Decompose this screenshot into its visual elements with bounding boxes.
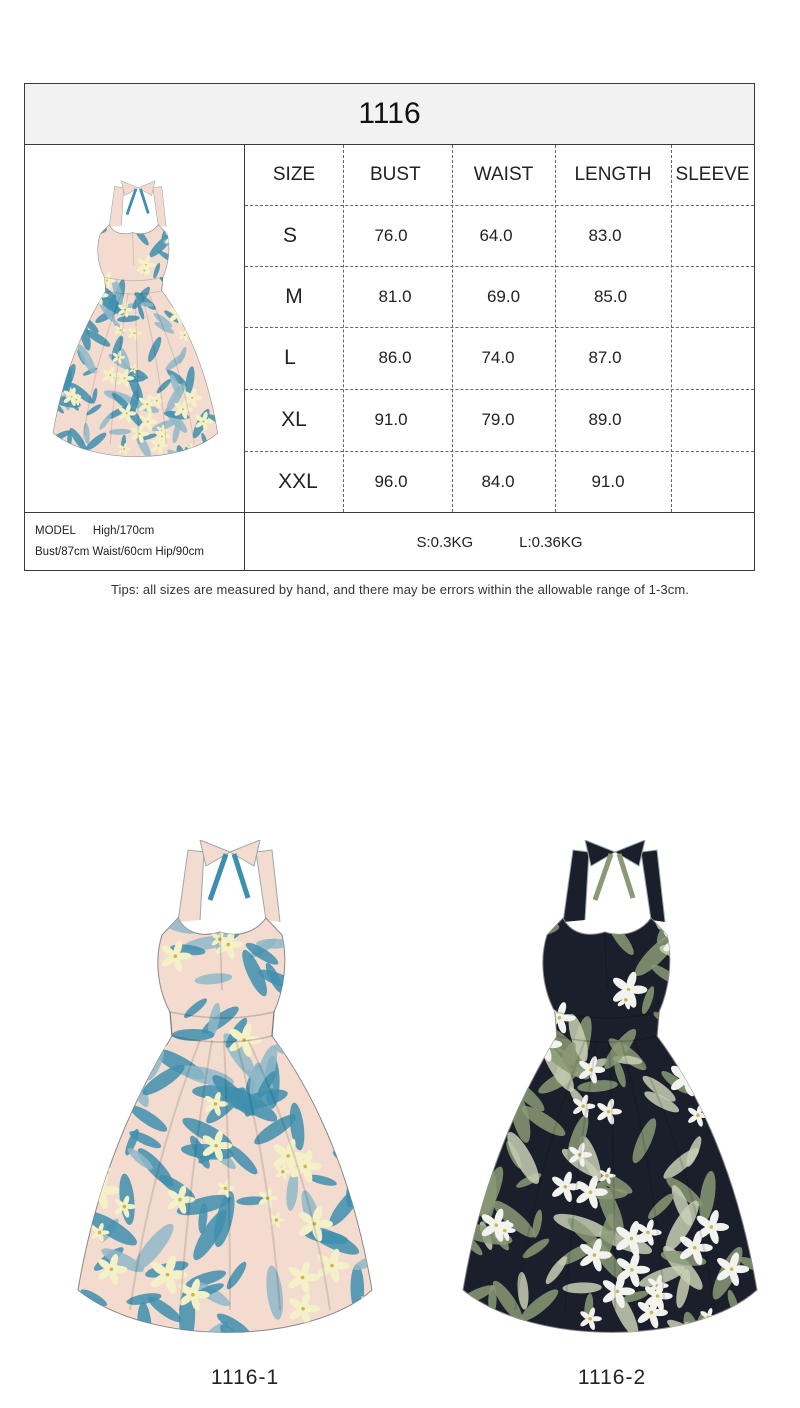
model-label: MODEL bbox=[35, 525, 76, 537]
sleeve-cell bbox=[671, 327, 754, 388]
variant-label-2: 1116-2 bbox=[577, 1366, 647, 1389]
length-cell: 87.0 bbox=[588, 347, 622, 367]
model-body-measurements: Bust/87cm Waist/60cm Hip/90cm bbox=[35, 546, 204, 558]
model-height: High/170cm bbox=[92, 525, 155, 537]
model-measurements bbox=[25, 513, 245, 571]
sleeve-cell bbox=[671, 205, 754, 266]
waist-cell: 79.0 bbox=[481, 409, 515, 429]
length-cell: 89.0 bbox=[588, 409, 622, 429]
weight-large: L:0.36KG bbox=[519, 533, 583, 551]
product-code-title: 1116 bbox=[25, 84, 754, 145]
bust-cell: 96.0 bbox=[374, 471, 408, 491]
dress-thumbnail bbox=[25, 145, 244, 512]
bust-cell: 81.0 bbox=[378, 286, 412, 306]
length-cell: 83.0 bbox=[588, 225, 622, 245]
sleeve-cell bbox=[671, 389, 754, 450]
measurement-tips: Tips: all sizes are measured by hand, and there may be errors within the allowable range of 1-3cm. bbox=[111, 582, 689, 597]
waist-cell: 69.0 bbox=[486, 286, 521, 306]
dress-photo-variant-1 bbox=[60, 840, 390, 1360]
header-bust: BUST bbox=[370, 164, 421, 185]
weight-small: S:0.3KG bbox=[416, 533, 474, 551]
size-cell: XXL bbox=[278, 469, 318, 493]
length-cell: 91.0 bbox=[591, 471, 625, 491]
waist-cell: 64.0 bbox=[479, 225, 513, 245]
variant-label-1: 1116-1 bbox=[210, 1366, 280, 1389]
length-cell: 85.0 bbox=[593, 286, 628, 306]
waist-cell: 84.0 bbox=[481, 471, 515, 491]
model-info-row bbox=[25, 512, 754, 571]
header-waist: WAIST bbox=[473, 164, 534, 185]
size-cell: XL bbox=[281, 407, 307, 431]
header-length: LENGTH bbox=[574, 164, 652, 185]
thumbnail-cell bbox=[25, 145, 245, 512]
size-chart bbox=[24, 83, 755, 571]
size-table bbox=[245, 145, 754, 512]
size-cell: S bbox=[282, 223, 297, 247]
package-weight bbox=[245, 513, 754, 571]
sleeve-cell bbox=[671, 451, 754, 512]
size-cell: M bbox=[285, 284, 303, 308]
header-size: SIZE bbox=[272, 164, 316, 185]
bust-cell: 76.0 bbox=[374, 225, 408, 245]
dress-photo-variant-2 bbox=[445, 840, 775, 1360]
bust-cell: 86.0 bbox=[378, 347, 412, 367]
size-cell: L bbox=[284, 345, 296, 369]
bust-cell: 91.0 bbox=[374, 409, 408, 429]
sleeve-cell bbox=[671, 266, 754, 327]
header-sleeve: SLEEVE bbox=[675, 164, 750, 185]
waist-cell: 74.0 bbox=[481, 347, 515, 367]
